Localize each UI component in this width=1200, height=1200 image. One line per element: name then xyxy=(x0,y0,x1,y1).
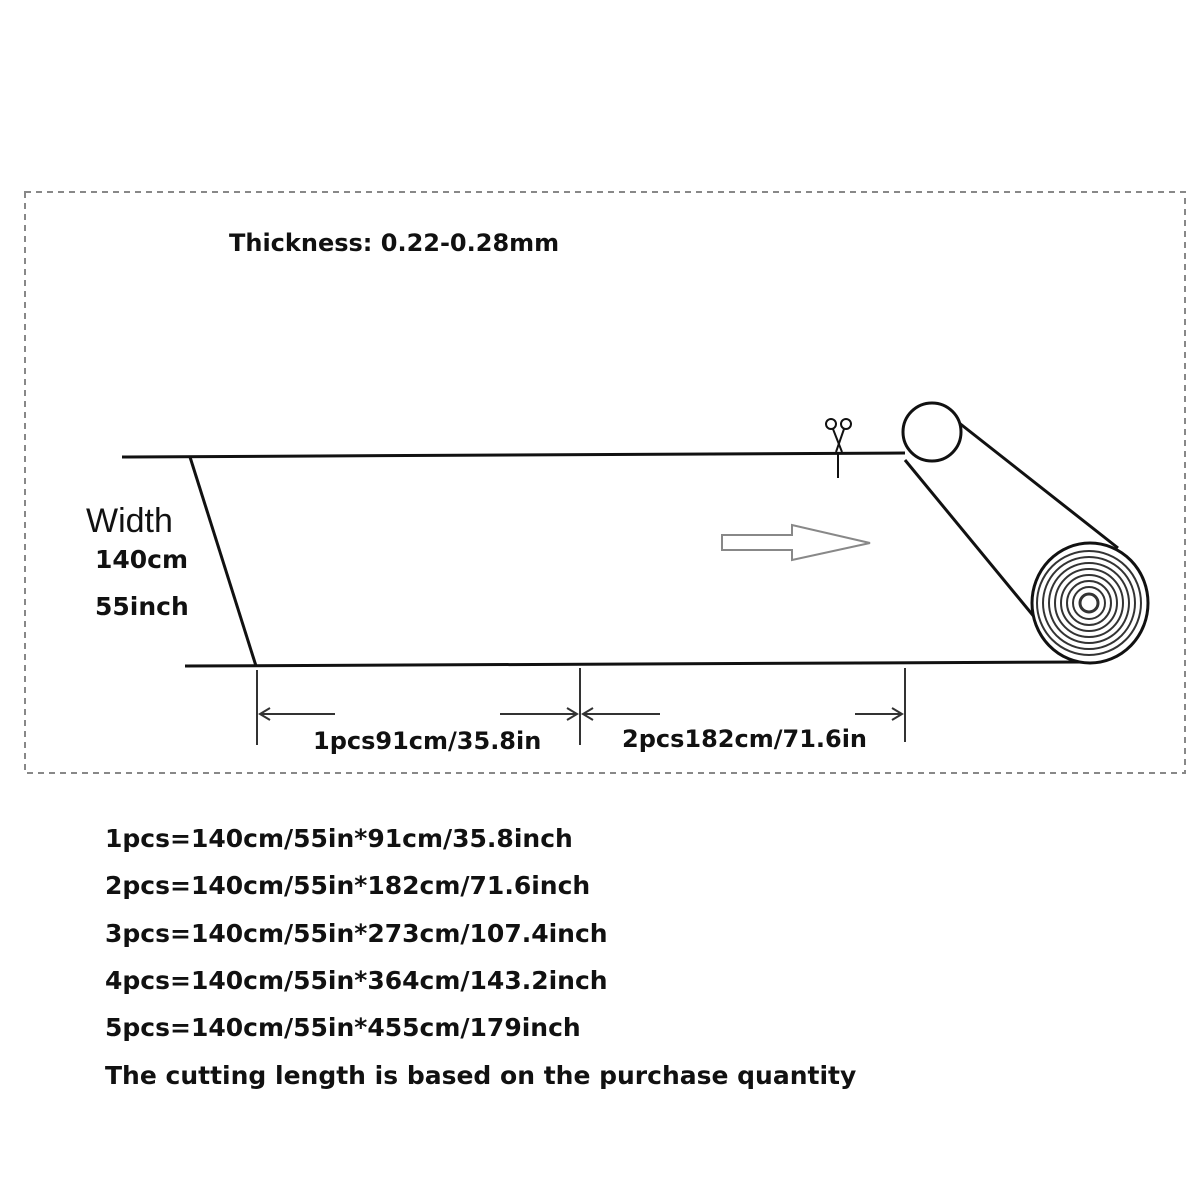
cutting-note: The cutting length is based on the purchase quantity xyxy=(105,1061,857,1090)
width-label: Width xyxy=(86,502,173,540)
spec-line: 5pcs=140cm/55in*455cm/179inch xyxy=(105,1013,581,1042)
scissors-icon xyxy=(826,419,851,478)
segment-2pcs-label: 2pcs182cm/71.6in xyxy=(622,725,868,753)
spec-line: 1pcs=140cm/55in*91cm/35.8inch xyxy=(105,824,573,853)
width-inch: 55inch xyxy=(95,592,189,621)
spec-line: 4pcs=140cm/55in*364cm/143.2inch xyxy=(105,966,608,995)
roll xyxy=(903,403,1148,663)
thickness-label: Thickness: 0.22-0.28mm xyxy=(229,229,560,257)
spec-line: 2pcs=140cm/55in*182cm/71.6inch xyxy=(105,871,591,900)
segment-1pcs-label: 1pcs91cm/35.8in xyxy=(313,727,542,755)
spec-line: 3pcs=140cm/55in*273cm/107.4inch xyxy=(105,919,608,948)
direction-arrow-icon xyxy=(722,525,870,560)
width-cm: 140cm xyxy=(95,545,189,574)
